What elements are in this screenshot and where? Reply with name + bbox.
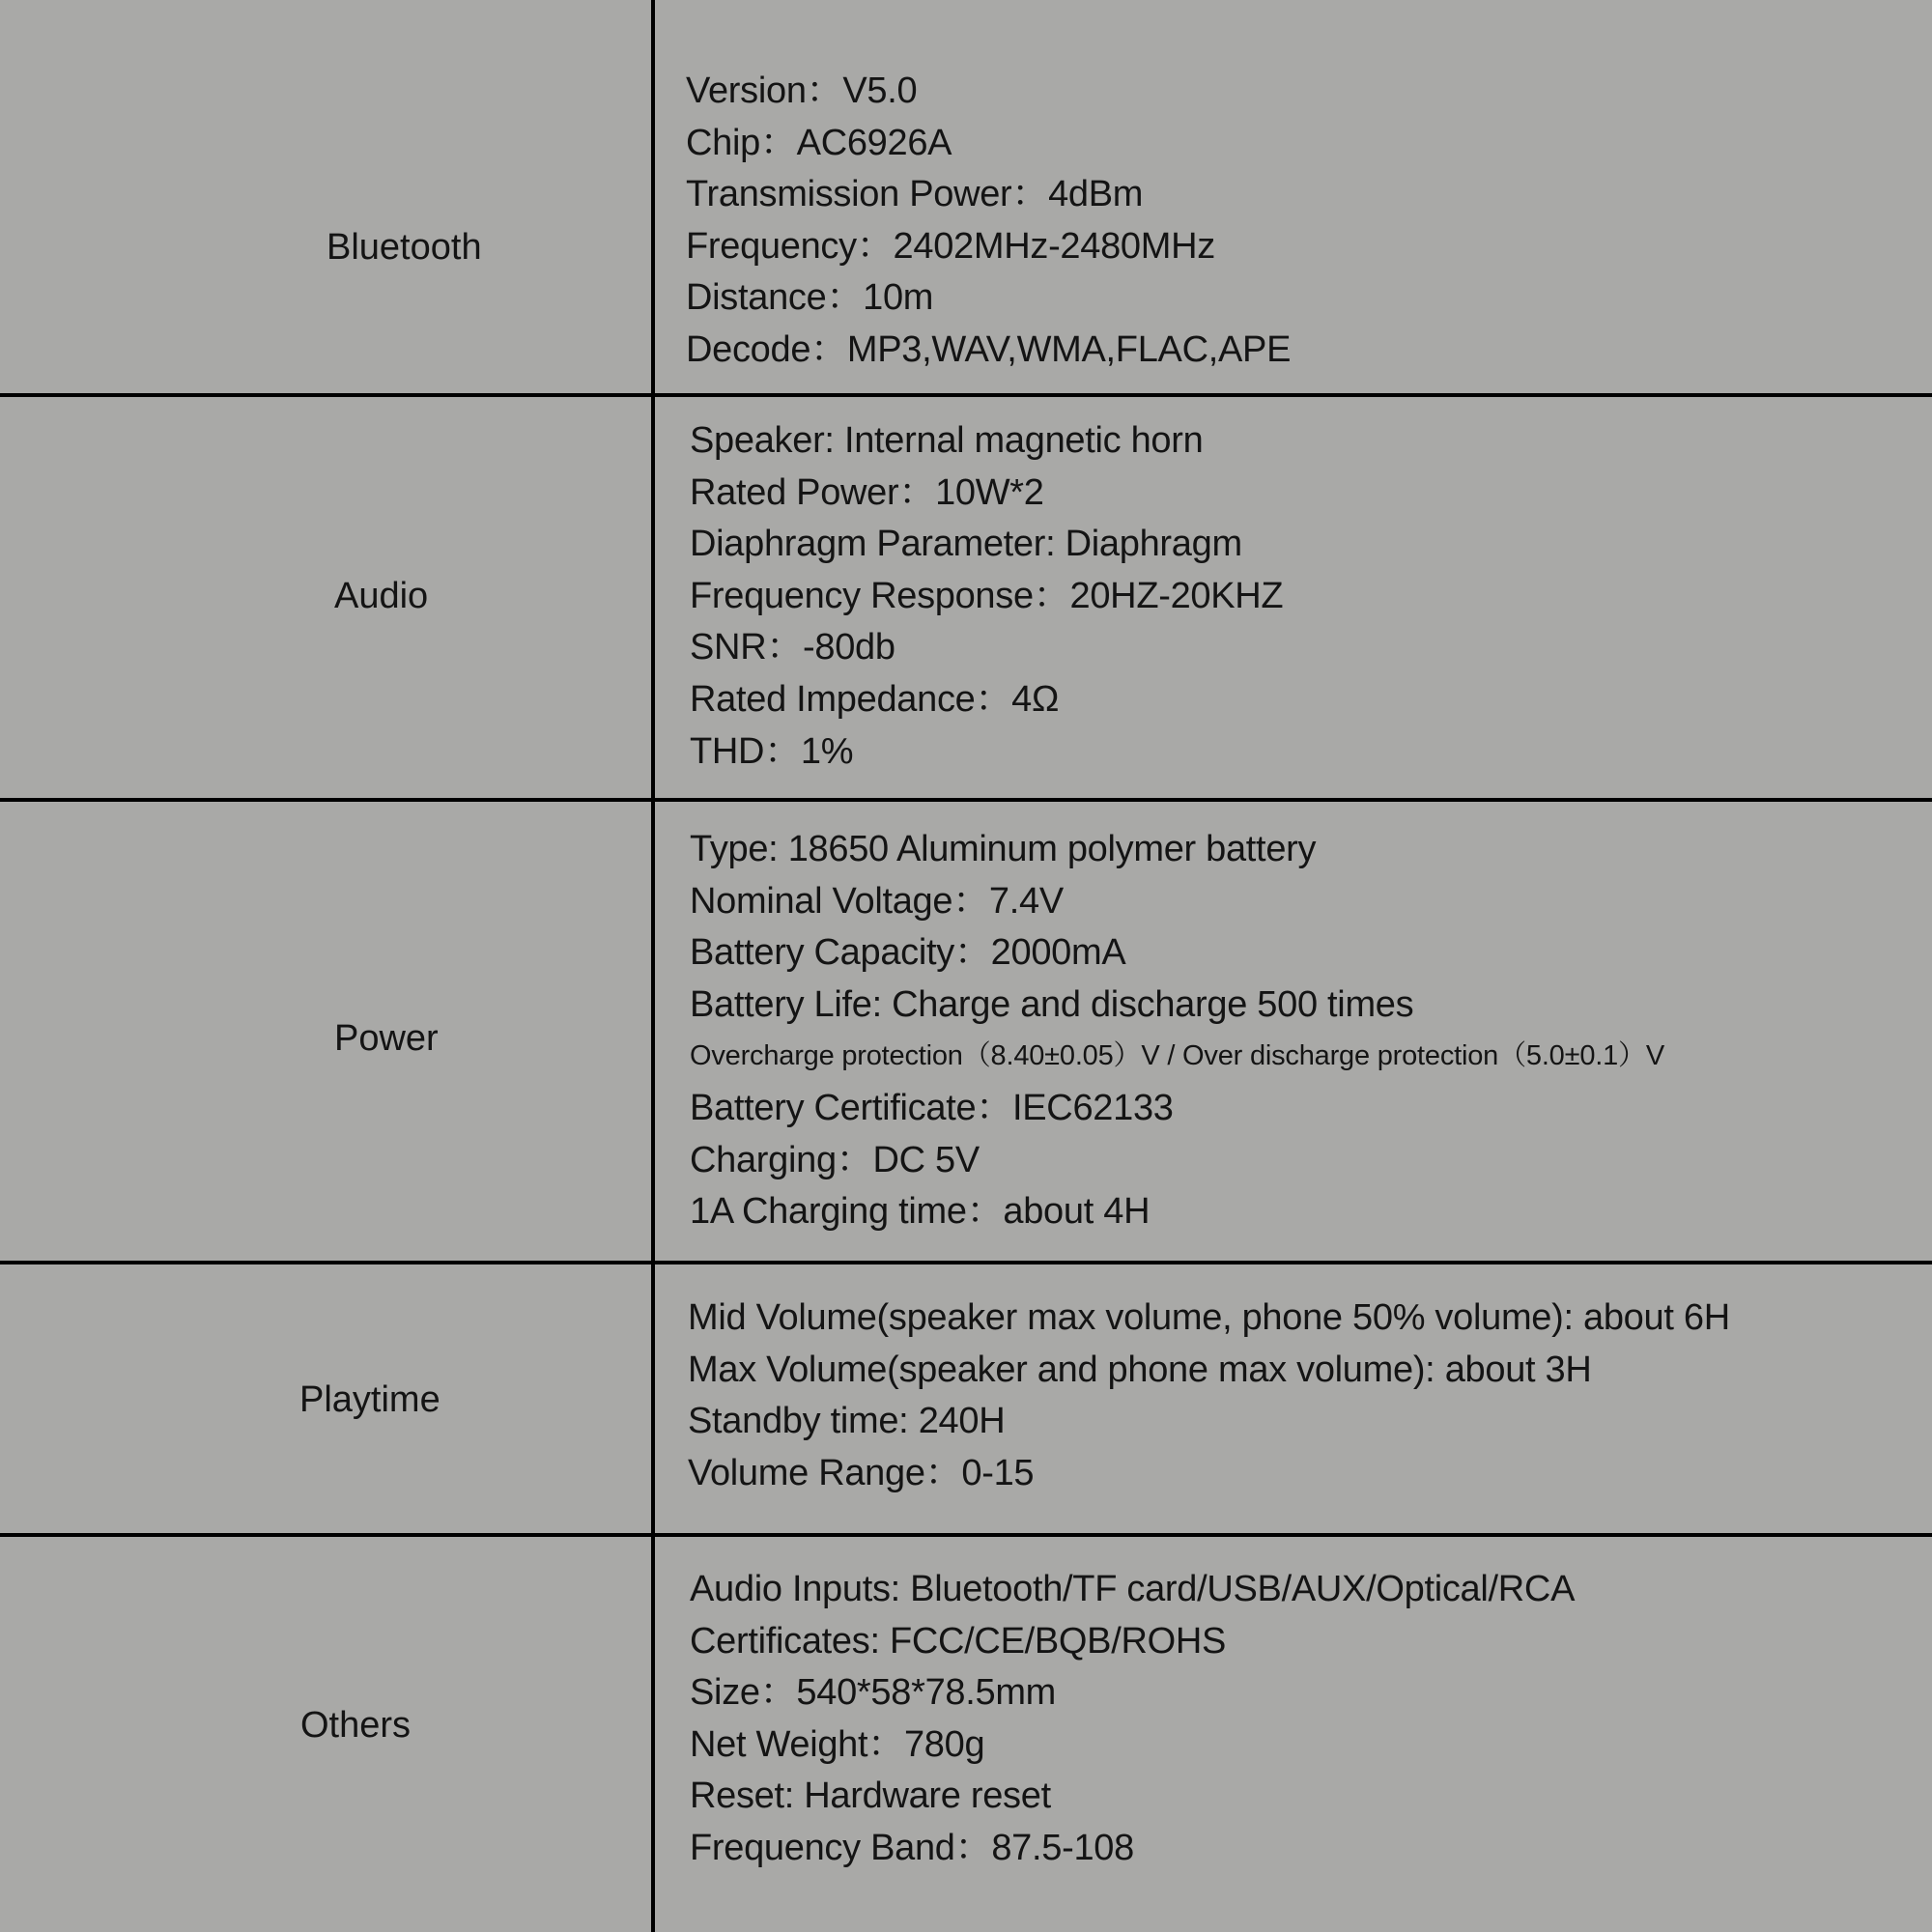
row-divider	[0, 1533, 1932, 1537]
spec-line-standby-time: Standby time: 240H	[688, 1401, 1006, 1442]
section-specs-playtime	[688, 1293, 1730, 1499]
spec-line-certificates: Certificates: FCC/CE/BQB/ROHS	[690, 1620, 1227, 1662]
spec-line-version: Version：V5.0	[686, 71, 918, 111]
row-divider	[0, 798, 1932, 802]
spec-line-mid-volume: Mid Volume(speaker max volume, phone 50% volume): about 6H	[688, 1297, 1730, 1338]
spec-line-charging: Charging：DC 5V	[690, 1139, 980, 1180]
spec-line-frequency: Frequency：2402MHz-2480MHz	[686, 225, 1215, 267]
spec-line-frequency-band: Frequency Band：87.5-108	[690, 1827, 1134, 1868]
spec-line-battery-capacity: Battery Capacity：2000mA	[690, 932, 1126, 974]
spec-line-volume-range: Volume Range：0-15	[688, 1452, 1035, 1493]
section-label-bluetooth: Bluetooth	[327, 227, 482, 268]
spec-line-rated-power: Rated Power：10W*2	[690, 471, 1044, 513]
spec-line-snr: SNR：-80db	[690, 627, 895, 668]
spec-line-decode: Decode：MP3,WAV,WMA,FLAC,APE	[686, 328, 1292, 370]
spec-line-battery-life: Battery Life: Charge and discharge 500 times	[690, 983, 1414, 1025]
spec-line-chip: Chip：AC6926A	[686, 122, 952, 163]
section-label-playtime: Playtime	[299, 1379, 440, 1420]
spec-line-transmission-power: Transmission Power：4dBm	[686, 174, 1144, 215]
spec-line-protection: Overcharge protection（8.40±0.05）V / Over discharge protection（5.0±0.1）V	[690, 1040, 1664, 1072]
spec-line-size: Size：540*58*78.5mm	[690, 1672, 1057, 1714]
spec-line-battery-type: Type: 18650 Aluminum polymer battery	[690, 829, 1317, 869]
section-label-audio: Audio	[334, 576, 429, 616]
spec-line-net-weight: Net Weight：780g	[690, 1723, 985, 1765]
section-label-power: Power	[334, 1018, 439, 1059]
section-specs-others	[690, 1564, 1575, 1875]
section-specs-power	[690, 824, 1664, 1238]
section-label-others: Others	[300, 1705, 412, 1746]
spec-line-frequency-response: Frequency Response：20HZ-20KHZ	[690, 575, 1284, 616]
spec-line-max-volume: Max Volume(speaker and phone max volume): about 3H	[688, 1349, 1592, 1390]
column-divider	[651, 0, 655, 1932]
spec-line-nominal-voltage: Nominal Voltage：7.4V	[690, 880, 1064, 922]
row-divider	[0, 393, 1932, 397]
spec-line-audio-inputs: Audio Inputs: Bluetooth/TF card/USB/AUX/Optical/RCA	[690, 1569, 1576, 1609]
spec-line-thd: THD：1%	[690, 730, 854, 772]
spec-line-distance: Distance：10m	[686, 277, 934, 319]
row-divider	[0, 1261, 1932, 1264]
spec-line-reset: Reset: Hardware reset	[690, 1776, 1051, 1817]
spec-line-charging-time: 1A Charging time：about 4H	[690, 1191, 1151, 1233]
section-specs-bluetooth	[686, 66, 1291, 377]
spec-line-diaphragm: Diaphragm Parameter: Diaphragm	[690, 524, 1242, 565]
spec-line-speaker: Speaker: Internal magnetic horn	[690, 420, 1204, 461]
spec-line-rated-impedance: Rated Impedance：4Ω	[690, 678, 1060, 720]
section-specs-audio	[690, 415, 1283, 778]
spec-line-battery-certificate: Battery Certificate：IEC62133	[690, 1087, 1174, 1128]
